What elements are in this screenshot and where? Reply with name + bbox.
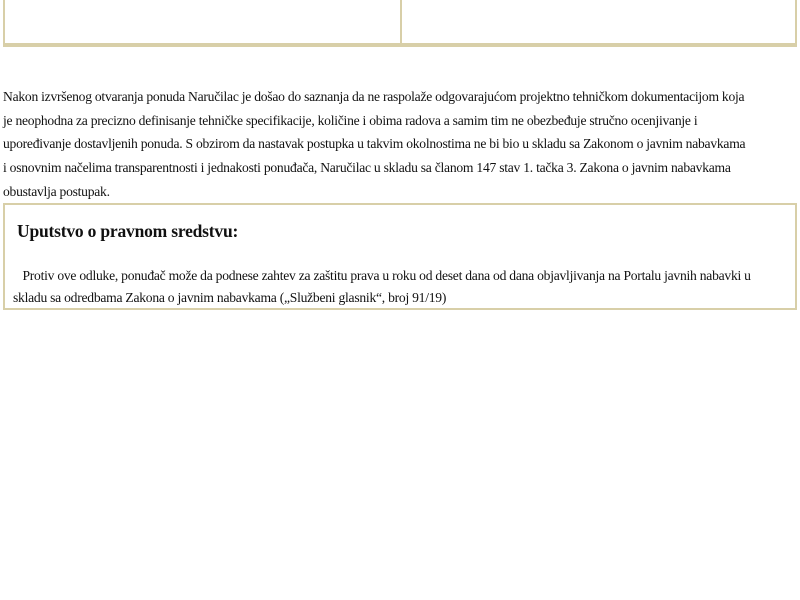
paragraph-line: i osnovnim načelima transparentnosti i jednakosti ponuđača, Naručilac u skladu sa članom 147 stav 1. tačka 3. Zakona o javnim nabavkama (3, 160, 731, 176)
paragraph-line: je neophodna za precizno definisanje tehničke specifikacije, količine i obima radova a samim tim ne obezbeđuje stručno ocenjivanje i (3, 112, 698, 128)
paragraph-line: Nakon izvršenog otvaranja ponuda Naručilac je došao do saznanja da ne raspolaže odgovarajućom projektno tehničkom dokumentacijom koja (3, 89, 745, 104)
paragraph-line: obustavlja postupak. (3, 183, 110, 199)
decision-paragraph (3, 85, 798, 204)
legal-remedy-line: skladu sa odredbama Zakona o javnim nabavkama („Službeni glasnik“, broj 91/19) (13, 290, 447, 305)
table-cell-left (5, 0, 402, 43)
top-table-fragment (3, 0, 797, 47)
legal-remedy-text (13, 265, 793, 309)
legal-remedy-line: Protiv ove odluke, ponuđač može da podnese zahtev za zaštitu prava u roku od deset dana od dana objavljivanja na Portalu javnih nabavki u (13, 268, 751, 283)
paragraph-line: upoređivanje dostavljenih ponuda. S obzirom da nastavak postupka u takvim okolnostima ne bi bio u skladu sa Zakonom o javnim nabavkama (3, 136, 746, 152)
table-cell-right (402, 0, 795, 43)
legal-remedy-box (3, 203, 797, 310)
legal-remedy-title: Uputstvo o pravnom sredstvu: (17, 221, 239, 241)
